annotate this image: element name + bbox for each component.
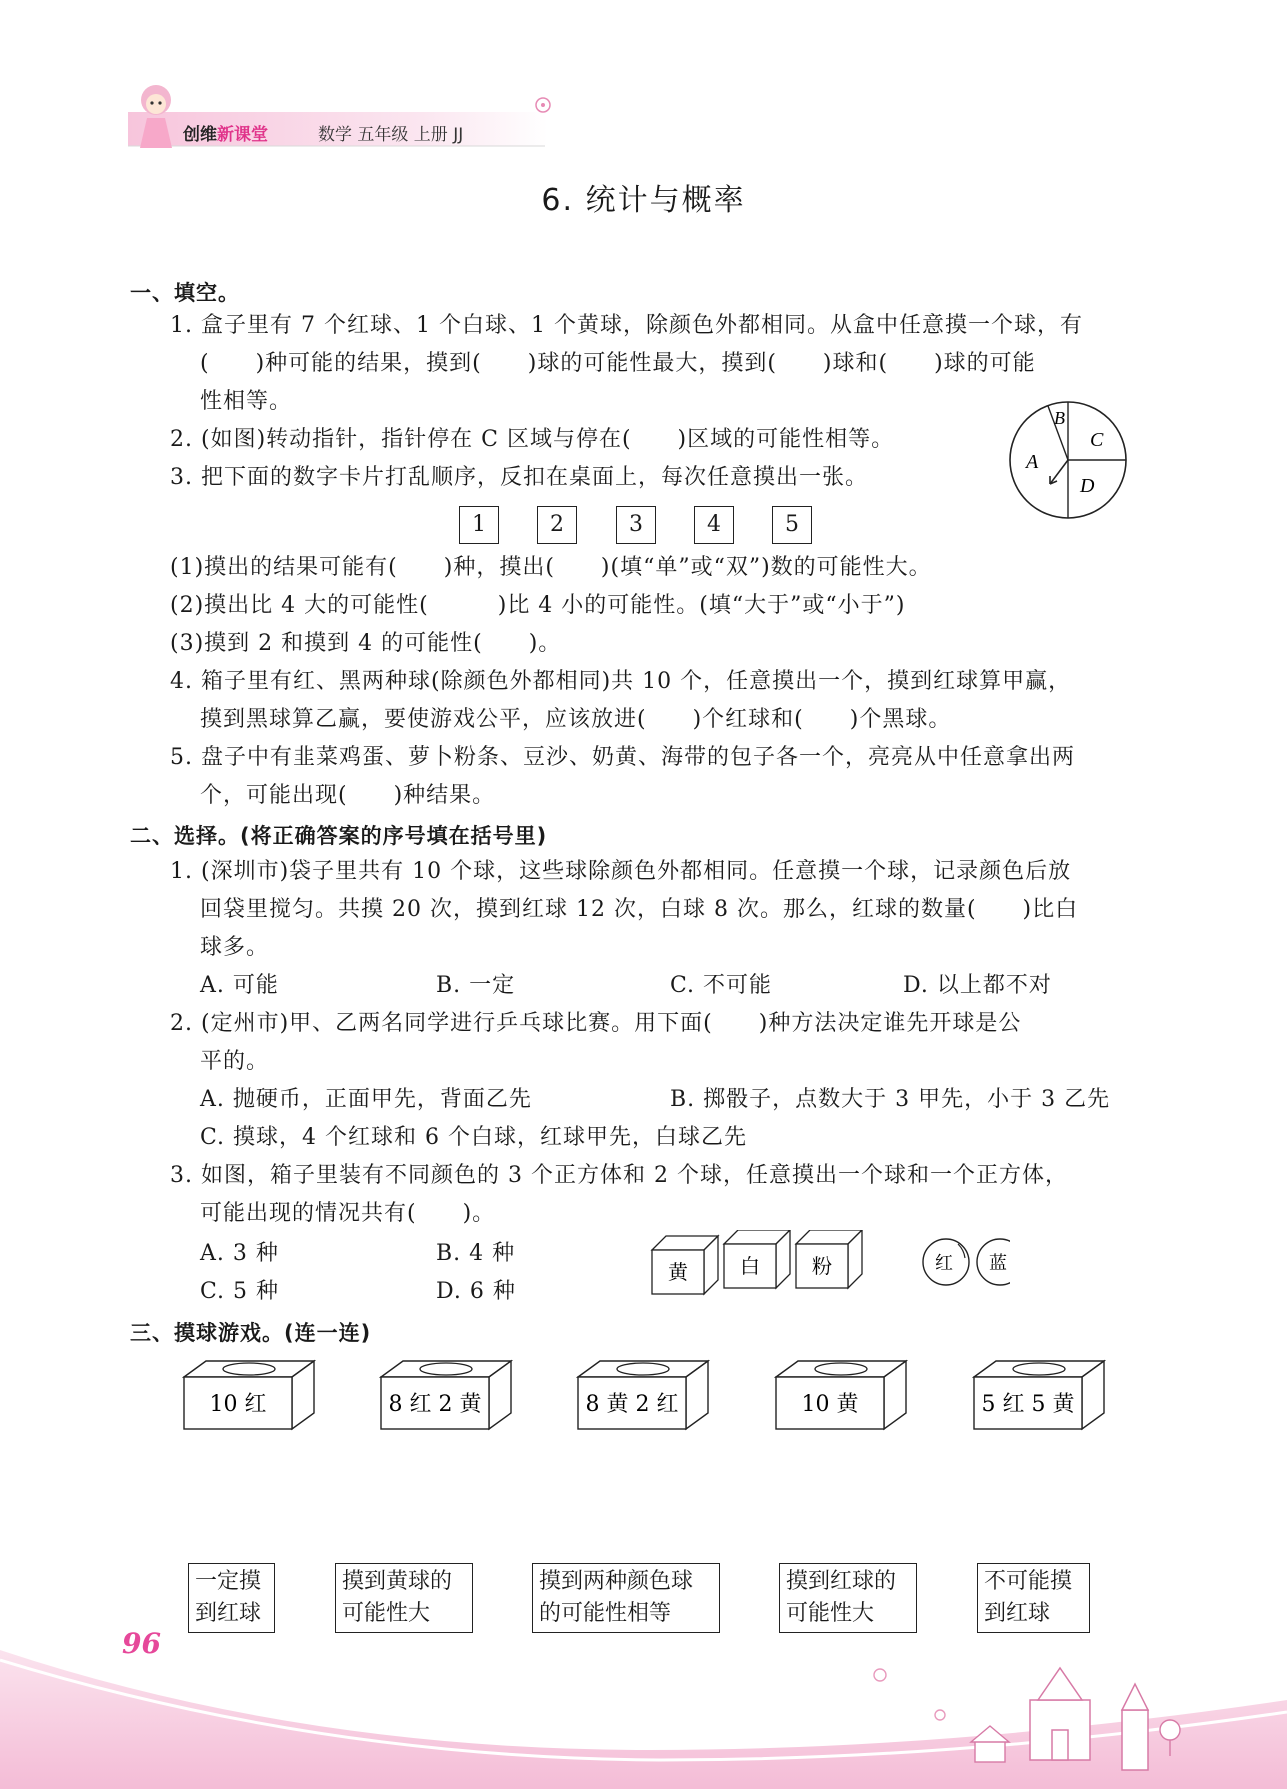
section-3-heading: 三、摸球游戏。(连一连) <box>130 1321 372 1345</box>
region-a-label: A <box>1026 451 1039 473</box>
cube <box>724 1230 790 1288</box>
s1-q5-line1: 5. 盘子中有韭菜鸡蛋、萝卜粉条、豆沙、奶黄、海带的包子各一个，亮亮从中任意拿出两 <box>170 745 1075 770</box>
s2-q3-line2: 可能出现的情况共有( )。 <box>200 1201 496 1226</box>
page-header <box>0 0 1287 170</box>
answer-line: 一定摸 <box>195 1569 262 1594</box>
answer-line: 到红球 <box>984 1601 1051 1626</box>
region-b-label: B <box>1054 408 1065 428</box>
answer-line: 可能性大 <box>342 1601 431 1626</box>
s2-q2-option-a: A. 抛硬币，正面甲先，背面乙先 <box>200 1087 532 1112</box>
page-number: 96 <box>122 1627 161 1660</box>
ball-label: 蓝 <box>989 1253 1007 1274</box>
number-card: 5 <box>772 506 812 544</box>
house-icon <box>971 1726 1009 1762</box>
ball-box-label: 10 红 <box>209 1392 267 1417</box>
s2-q1-option-c: C. 不可能 <box>670 973 773 998</box>
ball-box-label: 8 黄 2 红 <box>585 1392 679 1417</box>
brand-name: 创维新课堂 <box>183 125 268 145</box>
ball-box <box>578 1361 708 1429</box>
section-2-heading: 二、选择。(将正确答案的序号填在括号里) <box>130 824 548 848</box>
s2-q3-line1: 3. 如图，箱子里装有不同颜色的 3 个正方体和 2 个球，任意摸出一个球和一个正方体， <box>170 1163 1068 1188</box>
number-card: 4 <box>694 506 734 544</box>
answer-line: 摸到黄球的 <box>342 1569 453 1594</box>
subject-label: 数学 五年级 上册 JJ <box>318 125 464 145</box>
s2-q1-option-d: D. 以上都不对 <box>903 973 1052 998</box>
region-d-label: D <box>1080 475 1095 497</box>
s2-q3-option-d: D. 6 种 <box>436 1279 516 1304</box>
answer-line: 不可能摸 <box>984 1569 1073 1594</box>
s1-q4-line2: 摸到黑球算乙赢，要使游戏公平，应该放进( )个红球和( )个黑球。 <box>200 707 952 732</box>
number-card: 2 <box>537 506 577 544</box>
ball-box-label: 8 红 2 黄 <box>388 1392 482 1417</box>
s2-q2-line1: 2. (定州市)甲、乙两名同学进行乒乓球比赛。用下面( )种方法决定谁先开球是公 <box>170 1011 1022 1036</box>
ball-box <box>184 1361 314 1429</box>
s1-q1-line3: 性相等。 <box>200 389 293 414</box>
castle-icon <box>1030 1668 1090 1760</box>
footer-decoration <box>0 1600 1287 1789</box>
ball <box>977 1239 1010 1285</box>
ball-label: 红 <box>935 1253 953 1274</box>
s2-q3-option-c: C. 5 种 <box>200 1279 280 1304</box>
ball-box-label: 10 黄 <box>801 1392 859 1417</box>
s2-q3-option-b: B. 4 种 <box>436 1241 516 1266</box>
s1-q2: 2. (如图)转动指针，指针停在 C 区域与停在( )区域的可能性相等。 <box>170 427 895 452</box>
answer-line: 的可能性相等 <box>539 1601 672 1626</box>
cubes-and-balls-figure <box>650 1230 1010 1296</box>
s2-q1-line3: 球多。 <box>200 935 270 960</box>
answer-line: 摸到红球的 <box>786 1569 897 1594</box>
ball-box-label: 5 红 5 黄 <box>981 1392 1075 1417</box>
region-c-label: C <box>1090 429 1104 451</box>
cube <box>796 1230 862 1288</box>
spinner-diagram <box>1008 400 1132 524</box>
s2-q1-line1: 1. (深圳市)袋子里共有 10 个球，这些球除颜色外都相同。任意摸一个球，记录颜色后放 <box>170 859 1072 884</box>
footer-wave <box>0 1650 1287 1789</box>
s1-q1-line1: 1. 盒子里有 7 个红球、1 个白球、1 个黄球，除颜色外都相同。从盒中任意摸一个球，有 <box>170 313 1083 338</box>
s1-q1-line2: ( )种可能的结果，摸到( )球的可能性最大，摸到( )球和( )球的可能 <box>200 351 1036 376</box>
flower-icon <box>935 1710 945 1720</box>
number-card: 3 <box>616 506 656 544</box>
ball-box <box>381 1361 511 1429</box>
cartoon-girl-icon <box>125 78 187 150</box>
ball-box <box>974 1361 1104 1429</box>
section-1-heading: 一、填空。 <box>130 281 240 305</box>
s1-q5-line2: 个，可能出现( )种结果。 <box>200 783 496 808</box>
cube <box>652 1236 718 1294</box>
s2-q1-option-b: B. 一定 <box>436 973 516 998</box>
s1-q3-part2: (2)摸出比 4 大的可能性( )比 4 小的可能性。(填“大于”或“小于”) <box>170 593 906 618</box>
ball-box <box>776 1361 906 1429</box>
s2-q3-option-a: A. 3 种 <box>200 1241 279 1266</box>
s2-q1-line2: 回袋里搅匀。共摸 20 次，摸到红球 12 次，白球 8 次。那么，红球的数量( )比白 <box>200 897 1079 922</box>
s1-q4-line1: 4. 箱子里有红、黑两种球(除颜色外都相同)共 10 个，任意摸出一个，摸到红球算甲赢， <box>170 669 1072 694</box>
number-card: 1 <box>459 506 499 544</box>
cube-label: 粉 <box>812 1254 832 1278</box>
s2-q2-option-b: B. 掷骰子，点数大于 3 甲先，小于 3 乙先 <box>670 1087 1111 1112</box>
ball-boxes-row <box>180 1355 1120 1435</box>
ball <box>923 1239 969 1285</box>
answer-line: 到红球 <box>195 1601 262 1626</box>
flower-icon <box>874 1669 886 1681</box>
tower-icon <box>1122 1684 1148 1770</box>
s1-q3-part3: (3)摸到 2 和摸到 4 的可能性( )。 <box>170 631 562 656</box>
answer-line: 可能性大 <box>786 1601 875 1626</box>
cube-label: 黄 <box>668 1260 688 1284</box>
page-title: 6. 统计与概率 <box>541 183 746 218</box>
flower-icon <box>532 94 554 116</box>
s1-q3: 3. 把下面的数字卡片打乱顺序，反扣在桌面上，每次任意摸出一张。 <box>170 465 868 490</box>
cube-label: 白 <box>740 1254 760 1278</box>
s2-q2-option-c: C. 摸球，4 个红球和 6 个白球，红球甲先，白球乙先 <box>200 1125 748 1150</box>
s2-q2-line2: 平的。 <box>200 1049 270 1074</box>
answer-line: 摸到两种颜色球 <box>539 1569 694 1594</box>
s2-q1-option-a: A. 可能 <box>200 973 279 998</box>
s1-q3-part1: (1)摸出的结果可能有( )种，摸出( )(填“单”或“双”)数的可能性大。 <box>170 555 932 580</box>
